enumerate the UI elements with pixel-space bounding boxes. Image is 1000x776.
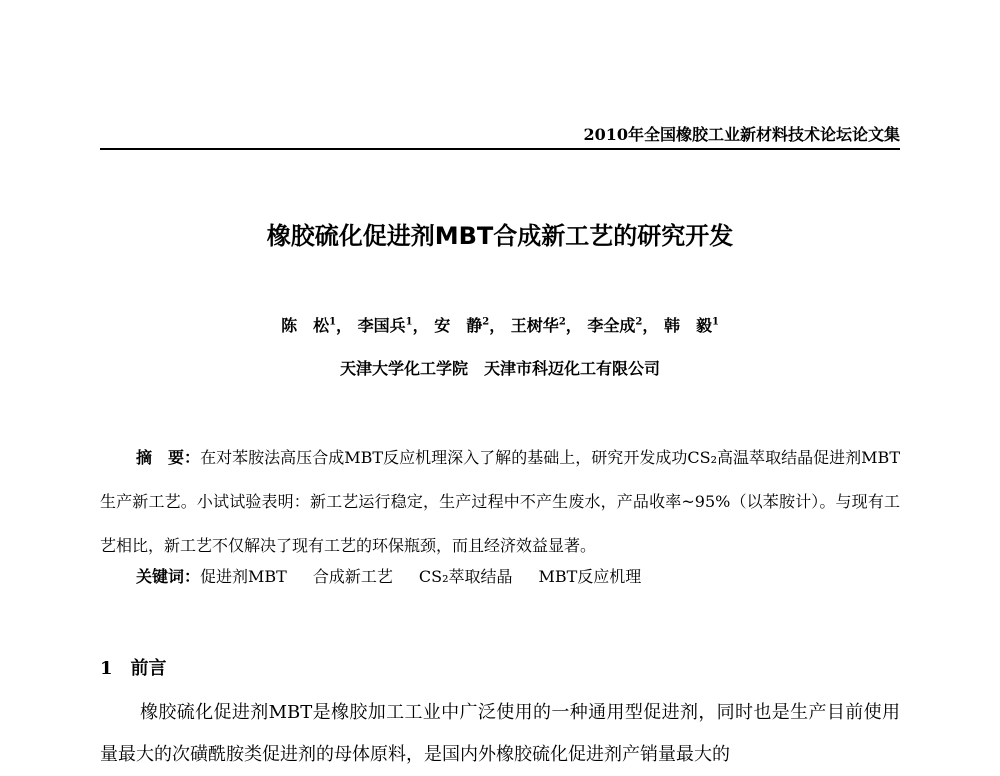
author-affiliation-mark: 1 — [329, 316, 337, 328]
author-name: 韩 毅 — [663, 316, 712, 335]
section-body: 橡胶硫化促进剂MBT是橡胶加工工业中广泛使用的一种通用型促进剂，同时也是生产目前使用量最大的次磺酰胺类促进剂的母体原料，是国内外橡胶硫化促进剂产销量最大的 — [100, 702, 900, 765]
section-heading — [100, 654, 167, 680]
keyword: CS₂萃取结晶 — [418, 567, 513, 586]
author-affiliation-mark: 1 — [711, 316, 719, 328]
keyword: 促进剂MBT — [200, 567, 287, 586]
author-affiliation-mark: 2 — [558, 316, 566, 328]
abstract-text: 在对苯胺法高压合成MBT反应机理深入了解的基础上，研究开发成功CS₂高温萃取结晶促进剂MBT生产新工艺。小试试验表明：新工艺运行稳定，生产过程中不产生废水，产品收率~95%（以苯胺计）。与现有工艺相比，新工艺不仅解决了现有工艺的环保瓶颈，而且经济效益显著。 — [100, 448, 900, 555]
author-name: 李国兵 — [357, 316, 406, 335]
author-affiliation-mark: 2 — [482, 316, 490, 328]
affiliations: 天津大学化工学院 天津市科迈化工有限公司 — [339, 359, 660, 378]
running-header: 2010年全国橡胶工业新材料技术论坛论文集 — [583, 125, 900, 144]
section-number: 1 — [100, 658, 113, 679]
header-rule — [100, 148, 900, 150]
author-affiliation-mark: 2 — [635, 316, 643, 328]
keyword: 合成新工艺 — [312, 567, 393, 586]
section-title: 前言 — [130, 658, 167, 679]
author-affiliation-mark: 1 — [405, 316, 413, 328]
abstract — [100, 436, 900, 568]
abstract-label: 摘 要： — [136, 448, 201, 467]
author-list: 陈 松$^1$， 李国兵$^1$， 安 静$^2$， 王树华$^2$， 李全成$^2$， 韩 毅$^1$ — [281, 316, 719, 335]
author-name: 李全成 — [587, 316, 636, 335]
keywords — [136, 564, 667, 587]
paper-title: 橡胶硫化促进剂MBT合成新工艺的研究开发 — [266, 222, 734, 250]
keyword: MBT反应机理 — [538, 567, 642, 586]
author-name: 陈 松 — [281, 316, 330, 335]
keywords-label: 关键词： — [136, 567, 201, 586]
author-name: 安 静 — [434, 316, 483, 335]
author-name: 王树华 — [510, 316, 559, 335]
